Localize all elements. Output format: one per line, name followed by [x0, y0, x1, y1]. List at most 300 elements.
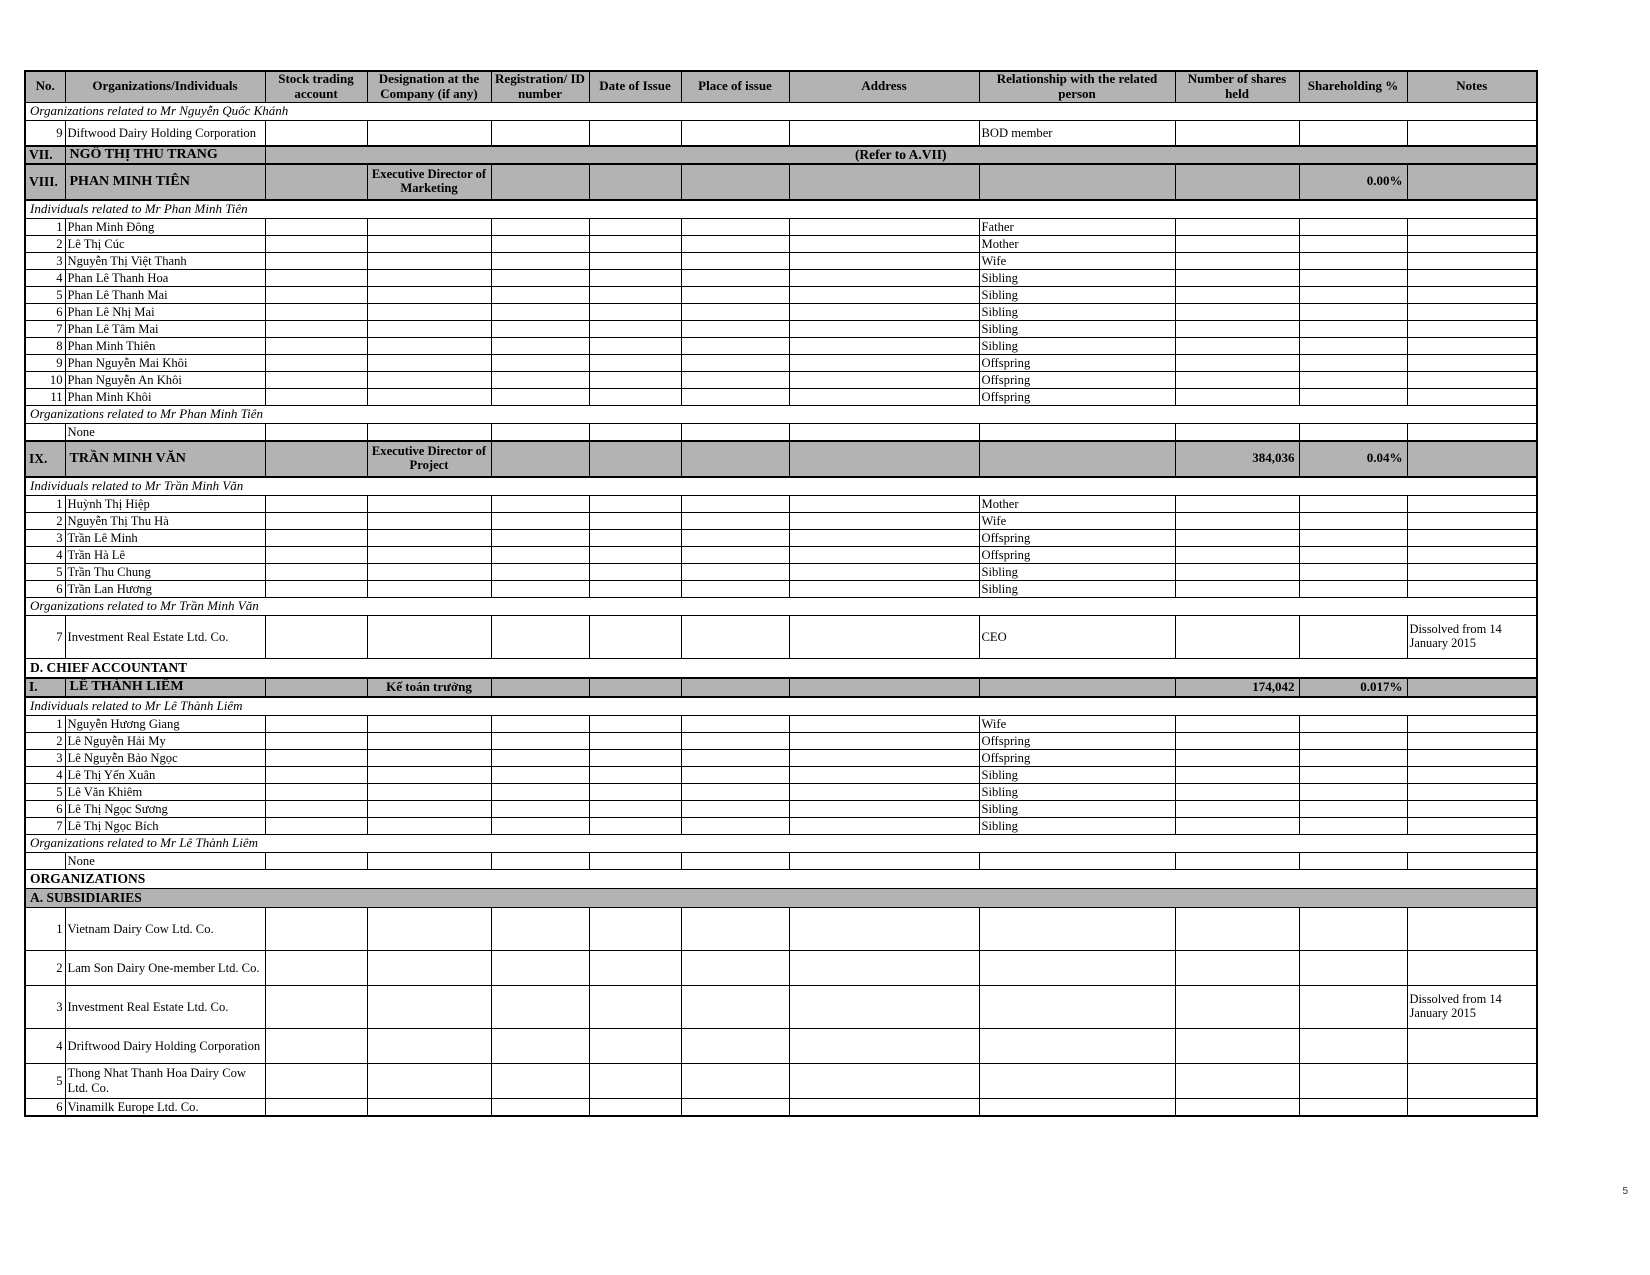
- major-registration-id: [491, 164, 589, 200]
- section-label: Organizations related to Mr Phan Minh Tiên: [25, 405, 1537, 423]
- table-row: [25, 388, 1537, 405]
- row-index: [25, 423, 65, 441]
- major-person-row: [25, 441, 1537, 477]
- col-header-date-of-issue: Date of Issue: [589, 71, 681, 102]
- row-registration-id: [491, 985, 589, 1028]
- row-shares-held: [1175, 800, 1299, 817]
- row-stock-account: [265, 817, 367, 834]
- row-relationship: [979, 1098, 1175, 1116]
- row-registration-id: [491, 235, 589, 252]
- row-registration-id: [491, 269, 589, 286]
- row-shares-held: [1175, 783, 1299, 800]
- col-header-shareholding-pct: Shareholding %: [1299, 71, 1407, 102]
- row-name: None: [65, 852, 265, 869]
- row-relationship: Sibling: [979, 563, 1175, 580]
- row-relationship: Mother: [979, 235, 1175, 252]
- row-index: 5: [25, 563, 65, 580]
- row-date-of-issue: [589, 783, 681, 800]
- section-label-row: [25, 102, 1537, 120]
- major-person-name: LÊ THÀNH LIÊM: [65, 678, 265, 697]
- row-designation: [367, 388, 491, 405]
- major-designation: Executive Director of Marketing: [367, 164, 491, 200]
- row-place-of-issue: [681, 546, 789, 563]
- row-place-of-issue: [681, 1063, 789, 1098]
- row-designation: [367, 529, 491, 546]
- row-shareholding-pct: [1299, 337, 1407, 354]
- row-notes: [1407, 766, 1537, 783]
- row-shareholding-pct: [1299, 269, 1407, 286]
- row-date-of-issue: [589, 580, 681, 597]
- table-row: [25, 320, 1537, 337]
- table-row: [25, 371, 1537, 388]
- row-name: Vinamilk Europe Ltd. Co.: [65, 1098, 265, 1116]
- row-index: 7: [25, 320, 65, 337]
- row-designation: [367, 817, 491, 834]
- row-shareholding-pct: [1299, 907, 1407, 950]
- row-designation: [367, 732, 491, 749]
- row-address: [789, 235, 979, 252]
- row-place-of-issue: [681, 495, 789, 512]
- row-stock-account: [265, 800, 367, 817]
- row-notes: [1407, 512, 1537, 529]
- row-shares-held: [1175, 252, 1299, 269]
- row-date-of-issue: [589, 235, 681, 252]
- row-registration-id: [491, 423, 589, 441]
- row-shareholding-pct: [1299, 783, 1407, 800]
- row-stock-account: [265, 388, 367, 405]
- row-stock-account: [265, 563, 367, 580]
- row-relationship: Offspring: [979, 388, 1175, 405]
- row-place-of-issue: [681, 120, 789, 146]
- section-label: Individuals related to Mr Lê Thành Liêm: [25, 697, 1537, 716]
- row-stock-account: [265, 950, 367, 985]
- row-address: [789, 512, 979, 529]
- row-name: Huỳnh Thị Hiệp: [65, 495, 265, 512]
- row-address: [789, 615, 979, 658]
- row-shares-held: [1175, 529, 1299, 546]
- table-row: [25, 354, 1537, 371]
- major-notes: [1407, 678, 1537, 697]
- table-row: [25, 985, 1537, 1028]
- col-header-notes: Notes: [1407, 71, 1537, 102]
- row-notes: Dissolved from 14 January 2015: [1407, 985, 1537, 1028]
- row-relationship: Offspring: [979, 546, 1175, 563]
- row-stock-account: [265, 1098, 367, 1116]
- row-address: [789, 950, 979, 985]
- row-shares-held: [1175, 615, 1299, 658]
- row-index: 6: [25, 800, 65, 817]
- row-place-of-issue: [681, 715, 789, 732]
- major-registration-id: [491, 441, 589, 477]
- row-index: 3: [25, 252, 65, 269]
- section-label: Individuals related to Mr Trần Minh Văn: [25, 477, 1537, 496]
- row-designation: [367, 337, 491, 354]
- table-row: [25, 423, 1537, 441]
- row-index: 5: [25, 1063, 65, 1098]
- row-relationship: Father: [979, 218, 1175, 235]
- row-address: [789, 320, 979, 337]
- row-registration-id: [491, 529, 589, 546]
- row-shares-held: [1175, 817, 1299, 834]
- table-row: [25, 907, 1537, 950]
- row-date-of-issue: [589, 1028, 681, 1063]
- row-registration-id: [491, 563, 589, 580]
- row-designation: [367, 371, 491, 388]
- row-date-of-issue: [589, 615, 681, 658]
- row-stock-account: [265, 286, 367, 303]
- row-registration-id: [491, 303, 589, 320]
- row-name: Lê Văn Khiêm: [65, 783, 265, 800]
- row-index: [25, 852, 65, 869]
- row-address: [789, 985, 979, 1028]
- row-shareholding-pct: [1299, 388, 1407, 405]
- row-notes: [1407, 580, 1537, 597]
- row-registration-id: [491, 1063, 589, 1098]
- row-designation: [367, 800, 491, 817]
- row-stock-account: [265, 371, 367, 388]
- row-name: Trần Lan Hương: [65, 580, 265, 597]
- row-shares-held: [1175, 120, 1299, 146]
- row-place-of-issue: [681, 269, 789, 286]
- row-relationship: [979, 1028, 1175, 1063]
- row-relationship: Offspring: [979, 732, 1175, 749]
- row-name: Thong Nhat Thanh Hoa Dairy Cow Ltd. Co.: [65, 1063, 265, 1098]
- row-designation: [367, 218, 491, 235]
- row-shares-held: [1175, 371, 1299, 388]
- row-name: None: [65, 423, 265, 441]
- page-number: 5: [1622, 1186, 1628, 1197]
- table-row: [25, 337, 1537, 354]
- row-shareholding-pct: [1299, 1028, 1407, 1063]
- row-address: [789, 354, 979, 371]
- row-name: Phan Minh Thiên: [65, 337, 265, 354]
- row-stock-account: [265, 852, 367, 869]
- row-relationship: Sibling: [979, 303, 1175, 320]
- row-registration-id: [491, 950, 589, 985]
- major-shares-held: 384,036: [1175, 441, 1299, 477]
- row-address: [789, 852, 979, 869]
- row-relationship: Offspring: [979, 749, 1175, 766]
- major-person-name: TRẦN MINH VĂN: [65, 441, 265, 477]
- row-address: [789, 766, 979, 783]
- row-date-of-issue: [589, 749, 681, 766]
- row-relationship: Sibling: [979, 269, 1175, 286]
- row-notes: [1407, 732, 1537, 749]
- row-index: 7: [25, 817, 65, 834]
- row-registration-id: [491, 371, 589, 388]
- row-name: Lê Thị Ngọc Sương: [65, 800, 265, 817]
- row-name: Lê Thị Cúc: [65, 235, 265, 252]
- row-place-of-issue: [681, 563, 789, 580]
- row-address: [789, 286, 979, 303]
- table-header: [25, 71, 1537, 102]
- row-address: [789, 546, 979, 563]
- major-shareholding-pct: 0.00%: [1299, 164, 1407, 200]
- row-name: Diftwood Dairy Holding Corporation: [65, 120, 265, 146]
- row-relationship: Sibling: [979, 766, 1175, 783]
- row-designation: [367, 546, 491, 563]
- row-index: 1: [25, 715, 65, 732]
- row-notes: [1407, 371, 1537, 388]
- row-index: 5: [25, 783, 65, 800]
- row-index: 4: [25, 269, 65, 286]
- row-index: 11: [25, 388, 65, 405]
- row-designation: [367, 766, 491, 783]
- table-row: [25, 529, 1537, 546]
- section-label-row: [25, 597, 1537, 615]
- row-name: Phan Nguyễn Mai Khôi: [65, 354, 265, 371]
- refer-note: (Refer to A.VII): [265, 146, 1537, 164]
- row-designation: [367, 907, 491, 950]
- row-shares-held: [1175, 286, 1299, 303]
- row-stock-account: [265, 337, 367, 354]
- row-notes: [1407, 783, 1537, 800]
- row-name: Lê Nguyễn Bảo Ngọc: [65, 749, 265, 766]
- row-relationship: Offspring: [979, 354, 1175, 371]
- row-designation: [367, 1028, 491, 1063]
- table-row: [25, 563, 1537, 580]
- row-stock-account: [265, 354, 367, 371]
- col-header-stock-account: Stock trading account: [265, 71, 367, 102]
- row-date-of-issue: [589, 495, 681, 512]
- row-shares-held: [1175, 766, 1299, 783]
- row-address: [789, 907, 979, 950]
- row-shares-held: [1175, 985, 1299, 1028]
- row-date-of-issue: [589, 546, 681, 563]
- major-place-of-issue: [681, 164, 789, 200]
- row-stock-account: [265, 546, 367, 563]
- row-shares-held: [1175, 354, 1299, 371]
- row-registration-id: [491, 120, 589, 146]
- row-registration-id: [491, 337, 589, 354]
- row-name: Trần Lê Minh: [65, 529, 265, 546]
- major-person-row: [25, 146, 1537, 164]
- row-shareholding-pct: [1299, 371, 1407, 388]
- row-designation: [367, 495, 491, 512]
- major-person-name: NGÔ THỊ THU TRANG: [65, 146, 265, 164]
- row-shareholding-pct: [1299, 235, 1407, 252]
- row-shareholding-pct: [1299, 732, 1407, 749]
- major-address: [789, 164, 979, 200]
- col-header-place-of-issue: Place of issue: [681, 71, 789, 102]
- row-index: 4: [25, 766, 65, 783]
- row-registration-id: [491, 783, 589, 800]
- row-shareholding-pct: [1299, 985, 1407, 1028]
- major-stock-account: [265, 164, 367, 200]
- table-row: [25, 783, 1537, 800]
- row-registration-id: [491, 749, 589, 766]
- row-shareholding-pct: [1299, 766, 1407, 783]
- row-address: [789, 388, 979, 405]
- row-registration-id: [491, 546, 589, 563]
- table-row: [25, 303, 1537, 320]
- row-shares-held: [1175, 1098, 1299, 1116]
- major-shareholding-pct: 0.017%: [1299, 678, 1407, 697]
- row-address: [789, 580, 979, 597]
- row-stock-account: [265, 218, 367, 235]
- row-shareholding-pct: [1299, 546, 1407, 563]
- major-person-name: PHAN MINH TIÊN: [65, 164, 265, 200]
- section-label-row: [25, 200, 1537, 219]
- row-address: [789, 371, 979, 388]
- row-place-of-issue: [681, 749, 789, 766]
- row-stock-account: [265, 580, 367, 597]
- row-shares-held: [1175, 1063, 1299, 1098]
- row-notes: Dissolved from 14 January 2015: [1407, 615, 1537, 658]
- row-notes: [1407, 286, 1537, 303]
- section-label-row: [25, 869, 1537, 888]
- row-notes: [1407, 1063, 1537, 1098]
- row-stock-account: [265, 512, 367, 529]
- table-row: [25, 580, 1537, 597]
- row-address: [789, 337, 979, 354]
- row-shares-held: [1175, 512, 1299, 529]
- row-name: Driftwood Dairy Holding Corporation: [65, 1028, 265, 1063]
- row-address: [789, 749, 979, 766]
- table-row: [25, 495, 1537, 512]
- row-relationship: [979, 423, 1175, 441]
- row-date-of-issue: [589, 120, 681, 146]
- row-place-of-issue: [681, 529, 789, 546]
- row-registration-id: [491, 320, 589, 337]
- row-stock-account: [265, 1028, 367, 1063]
- section-label: ORGANIZATIONS: [25, 869, 1537, 888]
- major-person-index: IX.: [25, 441, 65, 477]
- section-label-row: [25, 834, 1537, 852]
- row-notes: [1407, 269, 1537, 286]
- row-address: [789, 732, 979, 749]
- row-shareholding-pct: [1299, 715, 1407, 732]
- row-notes: [1407, 235, 1537, 252]
- row-notes: [1407, 252, 1537, 269]
- major-place-of-issue: [681, 678, 789, 697]
- table-body: [25, 102, 1537, 1115]
- row-notes: [1407, 715, 1537, 732]
- row-name: Phan Lê Thanh Hoa: [65, 269, 265, 286]
- row-name: Investment Real Estate Ltd. Co.: [65, 985, 265, 1028]
- major-person-index: VIII.: [25, 164, 65, 200]
- row-shares-held: [1175, 388, 1299, 405]
- row-notes: [1407, 120, 1537, 146]
- row-address: [789, 817, 979, 834]
- row-designation: [367, 1098, 491, 1116]
- row-date-of-issue: [589, 817, 681, 834]
- row-place-of-issue: [681, 303, 789, 320]
- row-designation: [367, 235, 491, 252]
- row-notes: [1407, 529, 1537, 546]
- row-place-of-issue: [681, 218, 789, 235]
- row-index: 5: [25, 286, 65, 303]
- row-stock-account: [265, 320, 367, 337]
- row-date-of-issue: [589, 354, 681, 371]
- table-row: [25, 1063, 1537, 1098]
- row-shares-held: [1175, 732, 1299, 749]
- row-shareholding-pct: [1299, 495, 1407, 512]
- row-date-of-issue: [589, 715, 681, 732]
- major-shareholding-pct: 0.04%: [1299, 441, 1407, 477]
- row-notes: [1407, 354, 1537, 371]
- row-date-of-issue: [589, 252, 681, 269]
- row-notes: [1407, 218, 1537, 235]
- row-address: [789, 423, 979, 441]
- row-registration-id: [491, 495, 589, 512]
- row-name: Phan Lê Thanh Mai: [65, 286, 265, 303]
- major-place-of-issue: [681, 441, 789, 477]
- row-shares-held: [1175, 218, 1299, 235]
- row-designation: [367, 783, 491, 800]
- row-relationship: [979, 985, 1175, 1028]
- row-notes: [1407, 749, 1537, 766]
- row-relationship: Offspring: [979, 529, 1175, 546]
- row-registration-id: [491, 907, 589, 950]
- major-date-of-issue: [589, 678, 681, 697]
- row-date-of-issue: [589, 950, 681, 985]
- row-index: 1: [25, 907, 65, 950]
- row-name: Phan Minh Đông: [65, 218, 265, 235]
- row-designation: [367, 580, 491, 597]
- section-label: Organizations related to Mr Nguyễn Quốc Khánh: [25, 102, 1537, 120]
- row-shares-held: [1175, 580, 1299, 597]
- major-person-index: I.: [25, 678, 65, 697]
- row-designation: [367, 1063, 491, 1098]
- row-date-of-issue: [589, 1063, 681, 1098]
- major-registration-id: [491, 678, 589, 697]
- row-name: Nguyễn Hương Giang: [65, 715, 265, 732]
- row-place-of-issue: [681, 1098, 789, 1116]
- row-registration-id: [491, 732, 589, 749]
- section-label: Individuals related to Mr Phan Minh Tiên: [25, 200, 1537, 219]
- row-registration-id: [491, 1028, 589, 1063]
- section-label: A. SUBSIDIARIES: [25, 888, 1537, 907]
- row-date-of-issue: [589, 218, 681, 235]
- row-shares-held: [1175, 563, 1299, 580]
- document-page: [24, 70, 1536, 1117]
- row-index: 7: [25, 615, 65, 658]
- row-stock-account: [265, 495, 367, 512]
- row-stock-account: [265, 732, 367, 749]
- row-place-of-issue: [681, 337, 789, 354]
- row-stock-account: [265, 615, 367, 658]
- row-name: Trần Thu Chung: [65, 563, 265, 580]
- row-date-of-issue: [589, 1098, 681, 1116]
- row-place-of-issue: [681, 512, 789, 529]
- row-index: 4: [25, 1028, 65, 1063]
- row-shareholding-pct: [1299, 950, 1407, 985]
- col-header-relationship: Relationship with the related person: [979, 71, 1175, 102]
- major-shares-held: 174,042: [1175, 678, 1299, 697]
- major-person-row: [25, 678, 1537, 697]
- row-relationship: Sibling: [979, 337, 1175, 354]
- table-row: [25, 512, 1537, 529]
- row-shareholding-pct: [1299, 286, 1407, 303]
- major-person-index: VII.: [25, 146, 65, 164]
- row-place-of-issue: [681, 388, 789, 405]
- row-place-of-issue: [681, 817, 789, 834]
- row-designation: [367, 120, 491, 146]
- table-row: [25, 252, 1537, 269]
- row-date-of-issue: [589, 337, 681, 354]
- row-registration-id: [491, 218, 589, 235]
- row-name: Phan Lê Nhị Mai: [65, 303, 265, 320]
- row-place-of-issue: [681, 907, 789, 950]
- row-date-of-issue: [589, 907, 681, 950]
- row-name: Vietnam Dairy Cow Ltd. Co.: [65, 907, 265, 950]
- row-stock-account: [265, 749, 367, 766]
- major-relationship: [979, 164, 1175, 200]
- row-designation: [367, 269, 491, 286]
- row-relationship: Sibling: [979, 320, 1175, 337]
- major-date-of-issue: [589, 164, 681, 200]
